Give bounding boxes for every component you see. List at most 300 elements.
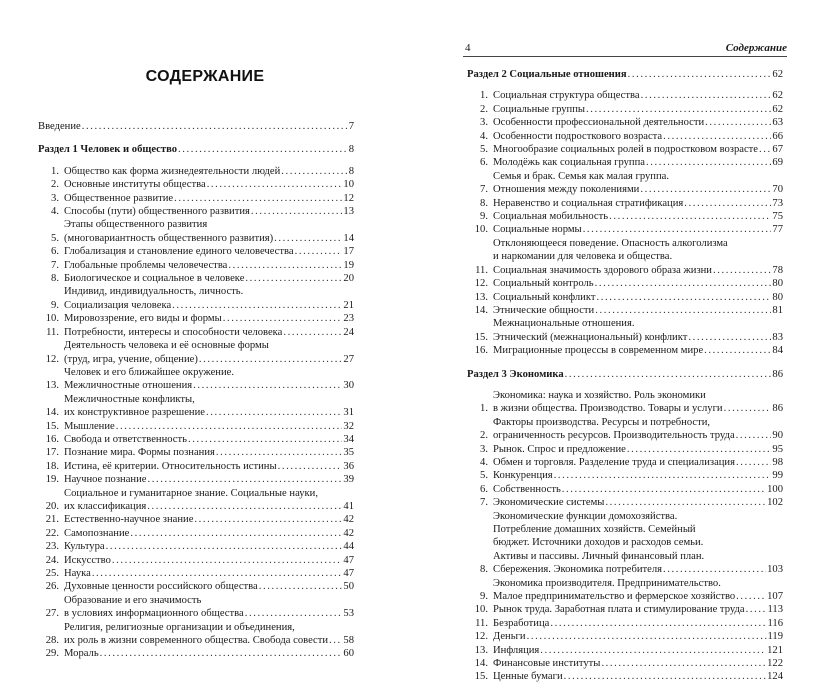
entry-number: 12. — [474, 278, 488, 290]
entry-number: 16. — [474, 345, 488, 357]
entry-page: 58 — [343, 635, 354, 647]
toc-entry[interactable] — [38, 393, 354, 420]
section-1-items — [38, 165, 354, 661]
entry-title: Свобода и ответственность — [64, 433, 187, 445]
entry-number: 15. — [474, 671, 488, 683]
entry-page: 98 — [772, 456, 783, 468]
entry-page: 44 — [343, 541, 354, 553]
entry-page: 81 — [772, 304, 783, 316]
entry-page: 53 — [343, 608, 354, 620]
entry-page: 60 — [343, 648, 354, 660]
dot-leader — [100, 647, 343, 660]
entry-page: 122 — [767, 658, 783, 670]
entry-page: 31 — [343, 407, 354, 419]
toc-entry[interactable] — [38, 433, 354, 446]
entry-title-line: Деятельность человека и её основные формы — [64, 340, 269, 352]
entry-number: 5. — [480, 470, 488, 482]
entry-title: Молодёжь как социальная группа — [493, 157, 645, 169]
entry-number: 23. — [45, 541, 59, 553]
entry-number: 18. — [45, 460, 59, 472]
section-page: 8 — [348, 144, 354, 156]
entry-page: 83 — [772, 331, 783, 343]
dot-leader — [295, 245, 343, 258]
entry-page: 27 — [343, 353, 354, 365]
toc-entry[interactable] — [38, 621, 354, 648]
dot-leader — [112, 554, 343, 567]
entry-title-line: бюджет. Источники доходов и расходов семьи. — [493, 537, 704, 549]
entry-title: в условиях информационного общества — [64, 608, 244, 620]
entry-number: 12. — [474, 631, 488, 643]
toc-entry[interactable] — [38, 567, 354, 580]
entry-title-line: Активы и пассивы. Личный финансовый план. — [493, 550, 705, 562]
entry-page: 99 — [772, 470, 783, 482]
entry-number: 7. — [51, 259, 59, 271]
toc-entry[interactable] — [38, 580, 354, 593]
entry-number: 9. — [51, 299, 59, 311]
entry-number: 20. — [45, 500, 59, 512]
entry-page: 12 — [343, 192, 354, 204]
toc-section-1[interactable] — [38, 143, 354, 156]
entry-page: 116 — [767, 617, 783, 629]
entry-page: 50 — [343, 581, 354, 593]
toc-entry[interactable] — [38, 192, 354, 205]
dot-leader — [259, 580, 343, 593]
toc-entry[interactable] — [38, 312, 354, 325]
toc-title: СОДЕРЖАНИЕ — [145, 68, 265, 85]
entry-page: 35 — [343, 447, 354, 459]
toc-entry[interactable] — [467, 644, 783, 657]
entry-number: 16. — [45, 433, 59, 445]
toc-entry[interactable] — [467, 130, 783, 143]
entry-number: 25. — [45, 568, 59, 579]
dot-leader — [641, 89, 772, 102]
dot-leader — [147, 473, 342, 486]
toc-entry[interactable] — [467, 456, 783, 469]
entry-number: 4. — [480, 456, 488, 468]
entry-page: 90 — [772, 430, 783, 442]
entry-page: 42 — [343, 527, 354, 539]
dot-leader — [705, 116, 771, 129]
dot-leader — [663, 130, 771, 143]
toc-entry[interactable] — [38, 245, 354, 258]
toc-entry[interactable] — [38, 460, 354, 473]
toc-section-2[interactable] — [467, 68, 783, 81]
entry-number: 13. — [474, 291, 488, 303]
entry-number: 8. — [480, 197, 488, 209]
entry-page: 63 — [772, 117, 783, 129]
dot-leader — [601, 657, 766, 670]
entry-title: Потребности, интересы и способности человека — [64, 326, 283, 338]
entry-title: Безработица — [493, 617, 550, 629]
entry-page: 39 — [343, 474, 354, 486]
entry-title: Духовные ценности российского общества — [64, 581, 258, 593]
toc-entry[interactable] — [38, 272, 354, 285]
entry-page: 102 — [767, 497, 783, 509]
entry-title-line: Образование и его значимость — [64, 594, 202, 606]
toc-entry[interactable] — [38, 178, 354, 191]
entry-page: 73 — [772, 197, 783, 209]
entry-number: 10. — [474, 224, 488, 236]
toc-entry[interactable] — [467, 630, 783, 643]
entry-title: Социальный контроль — [493, 278, 594, 290]
dot-leader — [595, 277, 772, 290]
entry-title: Наука — [64, 568, 91, 579]
entry-number: 29. — [45, 648, 59, 660]
entry-title-line: Социальное и гуманитарное знание. Социальные науки, — [64, 487, 318, 499]
entry-page: 34 — [343, 433, 354, 445]
toc-entry[interactable] — [467, 344, 783, 357]
entry-page: 67 — [772, 144, 783, 156]
entry-title: Научное познание — [64, 474, 147, 486]
entry-title: Мораль — [64, 648, 99, 660]
entry-number: 9. — [480, 211, 488, 223]
section-title: Раздел 3 Экономика — [467, 368, 564, 380]
entry-title: Малое предпринимательство и фермерское хозяйство — [493, 591, 736, 603]
entry-title-line: и наркомании для человека и общества. — [493, 251, 673, 263]
entry-title: (труд, игра, учение, общение) — [64, 353, 198, 365]
entry-number: 12. — [45, 353, 59, 365]
entry-title: Искусство — [64, 554, 111, 566]
toc-entry[interactable] — [467, 443, 783, 456]
toc-entry[interactable] — [467, 577, 783, 604]
entry-title: Неравенство и социальная стратификация — [493, 197, 684, 209]
entry-number: 19. — [45, 474, 59, 486]
dot-leader — [713, 264, 771, 277]
entry-number: 4. — [51, 206, 59, 218]
dot-leader — [207, 178, 343, 191]
dot-leader — [640, 183, 771, 196]
toc-entry[interactable] — [467, 483, 783, 496]
dot-leader — [605, 496, 766, 509]
toc-entry[interactable] — [38, 205, 354, 218]
entry-title-line: Экономика производителя. Предпринимательство. — [493, 577, 721, 589]
dot-leader — [736, 456, 771, 469]
dot-leader — [172, 299, 342, 312]
entry-title: Рынок труда. Заработная плата и стимулирование труда — [493, 604, 745, 616]
section-page: 86 — [772, 368, 783, 380]
toc-entry[interactable] — [38, 446, 354, 459]
entry-page: 84 — [772, 345, 783, 357]
entry-page: 80 — [772, 291, 783, 303]
dot-leader — [724, 402, 772, 415]
entry-number: 14. — [474, 658, 488, 670]
dot-leader — [704, 344, 771, 357]
entry-page: 119 — [767, 631, 783, 643]
entry-title-line: Потребление домашних хозяйств. Семейный — [493, 524, 696, 535]
entry-title: Деньги — [493, 631, 526, 643]
entry-number: 15. — [474, 331, 488, 343]
toc-entry[interactable] — [38, 487, 354, 514]
dot-leader — [283, 326, 342, 339]
entry-page: 30 — [343, 380, 354, 392]
toc-entry[interactable] — [467, 210, 783, 223]
entry-page: 17 — [343, 246, 354, 258]
dot-leader — [609, 210, 771, 223]
entry-number: 24. — [45, 554, 59, 566]
dot-leader — [736, 429, 772, 442]
toc-entry[interactable] — [38, 540, 354, 553]
entry-page: 95 — [772, 443, 783, 455]
toc-entry[interactable] — [38, 554, 354, 567]
entry-title: Экономические системы — [493, 497, 605, 509]
entry-title: Глобальные проблемы человечества — [64, 259, 228, 271]
section-page: 62 — [772, 69, 783, 80]
entry-title: Мировоззрение, его виды и формы — [64, 313, 222, 325]
entry-number: 13. — [45, 380, 59, 392]
section-title: Раздел 2 Социальные отношения — [467, 69, 627, 80]
entry-page: 14 — [343, 232, 354, 244]
entry-number: 2. — [480, 103, 488, 115]
toc-entry[interactable] — [467, 469, 783, 482]
entry-number: 15. — [45, 420, 59, 432]
dot-leader — [759, 143, 771, 156]
dot-leader — [251, 205, 343, 218]
entry-title: Особенности профессиональной деятельности — [493, 117, 705, 129]
entry-page: 80 — [772, 278, 783, 290]
entry-title: (многовариантность общественного развития) — [64, 232, 274, 244]
entry-page: 100 — [767, 483, 783, 495]
toc-right — [467, 68, 783, 684]
dot-leader — [329, 634, 342, 647]
entry-page: 107 — [767, 591, 783, 603]
entry-page: 8 — [348, 165, 354, 177]
toc-entry-introduction[interactable] — [38, 120, 354, 133]
dot-leader — [245, 272, 342, 285]
dot-leader — [116, 420, 343, 433]
entry-page: 62 — [772, 90, 783, 102]
toc-entry[interactable] — [467, 617, 783, 630]
entry-page: 70 — [772, 184, 783, 196]
entry-number: 6. — [480, 483, 488, 495]
entry-number: 1. — [51, 165, 59, 177]
toc-entry[interactable] — [467, 389, 783, 416]
entry-number: 7. — [480, 497, 488, 509]
entry-number: 28. — [45, 635, 59, 647]
toc-entry[interactable] — [467, 89, 783, 102]
dot-leader — [147, 500, 342, 513]
entry-title: Социализация человека — [64, 299, 172, 311]
entry-number: 7. — [480, 184, 488, 196]
entry-number: 8. — [480, 564, 488, 576]
entry-number: 21. — [45, 514, 59, 526]
entry-title-line: Религия, религиозные организации и объединения, — [64, 621, 295, 633]
entry-title: Ценные бумаги — [493, 671, 563, 683]
entry-page: 10 — [343, 179, 354, 191]
toc-entry[interactable] — [467, 197, 783, 210]
entry-number: 22. — [45, 527, 59, 539]
dot-leader — [684, 197, 771, 210]
dot-leader — [565, 368, 772, 381]
dot-leader — [628, 68, 772, 81]
toc-entry[interactable] — [467, 291, 783, 304]
dot-leader — [188, 433, 342, 446]
entry-title: Социальная мобильность — [493, 211, 609, 223]
toc-entry[interactable] — [467, 170, 783, 197]
dot-leader — [663, 563, 766, 576]
dot-leader — [228, 259, 342, 272]
entry-title: Межличностные отношения — [64, 380, 193, 392]
entry-title-line: Этапы общественного развития — [64, 219, 208, 231]
toc-entry[interactable] — [467, 277, 783, 290]
dot-leader — [597, 291, 772, 304]
entry-title-line: Факторы производства. Ресурсы и потребности, — [493, 416, 711, 428]
entry-title: Особенности подросткового возраста — [493, 130, 663, 142]
entry-page: 113 — [767, 604, 783, 616]
dot-leader — [583, 223, 772, 236]
entry-number: 5. — [51, 232, 59, 244]
entry-title: Этнический (межнациональный) конфликт — [493, 331, 688, 343]
entry-title-line: Отклоняющееся поведение. Опасность алкоголизма — [493, 237, 728, 249]
dot-leader — [194, 513, 342, 526]
toc-entry[interactable] — [38, 259, 354, 272]
entry-page: 86 — [772, 403, 783, 415]
entry-title: Социальная структура общества — [493, 90, 640, 102]
toc-entry[interactable] — [38, 285, 354, 312]
toc-entry[interactable] — [467, 116, 783, 129]
dot-leader — [199, 353, 343, 366]
dot-leader — [245, 607, 343, 620]
entry-number: 5. — [480, 144, 488, 156]
toc-entry[interactable] — [467, 237, 783, 277]
entry-page: 36 — [343, 460, 354, 472]
entry-title: Естественно-научное знание — [64, 514, 194, 526]
dot-leader — [595, 304, 771, 317]
entry-page: 23 — [343, 313, 354, 325]
entry-number: 6. — [480, 157, 488, 169]
entry-page: 78 — [772, 264, 783, 276]
entry-title: Культура — [64, 541, 105, 553]
entry-title-line: Межнациональные отношения. — [493, 318, 635, 330]
entry-title-line: Человек и его ближайшее окружение. — [64, 366, 234, 378]
entry-page: 69 — [772, 157, 783, 169]
toc-entry[interactable] — [467, 317, 783, 344]
entry-title: Самопознание — [64, 527, 130, 539]
entry-page: 62 — [772, 103, 783, 115]
entry-page: 66 — [772, 130, 783, 142]
toc-entry[interactable] — [467, 603, 783, 616]
entry-title: Основные институты общества — [64, 179, 206, 191]
dot-leader — [746, 603, 767, 616]
entry-number: 10. — [45, 313, 59, 325]
toc-entry[interactable] — [467, 103, 783, 116]
toc-entry[interactable] — [38, 594, 354, 621]
entry-title: Социальная значимость здорового образа жизни — [493, 264, 712, 276]
entry-page: 41 — [343, 500, 354, 512]
left-page — [0, 0, 410, 660]
dot-leader — [554, 469, 772, 482]
entry-page: 32 — [343, 420, 354, 432]
entry-page: 20 — [343, 273, 354, 285]
dot-leader — [586, 103, 771, 116]
entry-number: 2. — [480, 430, 488, 442]
running-title: Содержание — [725, 42, 787, 54]
toc-entry[interactable] — [38, 165, 354, 178]
entry-number: 8. — [51, 273, 59, 285]
entry-title: их роль в жизни современного общества. Свобода совести — [64, 635, 329, 647]
entry-number: 13. — [474, 644, 488, 656]
dot-leader — [106, 540, 343, 553]
dot-leader — [216, 446, 343, 459]
toc-entry[interactable] — [38, 513, 354, 526]
running-header — [463, 42, 787, 57]
toc-entry[interactable] — [38, 473, 354, 486]
toc-entry[interactable] — [467, 143, 783, 156]
entry-title: Многообразие социальных ролей в подростковом возрасте — [493, 144, 759, 156]
toc-entry[interactable] — [38, 218, 354, 245]
toc-entry[interactable] — [467, 670, 783, 683]
entry-title: Социальные нормы — [493, 224, 582, 236]
toc-entry[interactable] — [467, 416, 783, 443]
entry-page: 103 — [767, 564, 783, 576]
toc-entry[interactable] — [467, 156, 783, 169]
toc-entry[interactable] — [38, 366, 354, 393]
section-3-items — [467, 389, 783, 684]
entry-title: Мышление — [64, 420, 115, 432]
dot-leader — [527, 630, 767, 643]
entry-title: Обмен и торговля. Разделение труда и специализация — [493, 456, 735, 468]
entry-page: 47 — [343, 568, 354, 579]
entry-title: Рынок. Спрос и предложение — [493, 443, 626, 455]
entry-title: в жизни общества. Производство. Товары и услуги — [493, 403, 723, 415]
entry-title: Общественное развитие — [64, 192, 174, 204]
entry-page: 7 — [348, 121, 354, 132]
toc-section-3[interactable] — [467, 368, 783, 381]
entry-number: 26. — [45, 581, 59, 593]
dot-leader — [92, 567, 343, 580]
entry-title: Сбережения. Экономика потребителя — [493, 564, 663, 576]
section-title: Раздел 1 Человек и общество — [38, 144, 178, 156]
dot-leader — [281, 165, 347, 178]
entry-page: 42 — [343, 514, 354, 526]
toc-entry[interactable] — [467, 510, 783, 577]
entry-number: 2. — [51, 179, 59, 191]
toc-entry[interactable] — [38, 339, 354, 366]
entry-page: 24 — [343, 326, 354, 338]
entry-number: 6. — [51, 246, 59, 258]
entry-page: 13 — [343, 206, 354, 218]
dot-leader — [550, 617, 766, 630]
toc-entry[interactable] — [38, 527, 354, 540]
toc-entry[interactable] — [467, 304, 783, 317]
entry-title: их конструктивное разрешение — [64, 407, 205, 419]
right-page — [410, 0, 820, 683]
entry-number: 14. — [45, 407, 59, 419]
entry-page: 75 — [772, 211, 783, 223]
dot-leader — [627, 443, 772, 456]
entry-page: 21 — [343, 299, 354, 311]
entry-title: Познание мира. Формы познания — [64, 447, 215, 459]
toc-entry[interactable] — [38, 420, 354, 433]
entry-number: 10. — [474, 604, 488, 616]
entry-title: Способы (пути) общественного развития — [64, 206, 250, 218]
toc-entry[interactable] — [467, 657, 783, 670]
dot-leader — [223, 312, 343, 325]
entry-number: 1. — [480, 90, 488, 102]
toc-entry[interactable] — [38, 647, 354, 660]
toc-entry[interactable] — [467, 223, 783, 236]
dot-leader — [736, 590, 766, 603]
toc-entry[interactable] — [467, 496, 783, 509]
entry-number: 14. — [474, 304, 488, 316]
entry-page: 121 — [767, 644, 783, 656]
section-2-items — [467, 89, 783, 357]
entry-number: 3. — [51, 192, 59, 204]
entry-page: 124 — [767, 671, 783, 683]
dot-leader — [82, 120, 348, 133]
entry-title: Инфляция — [493, 644, 540, 656]
entry-number: 11. — [475, 264, 488, 276]
toc-entry[interactable] — [38, 326, 354, 339]
